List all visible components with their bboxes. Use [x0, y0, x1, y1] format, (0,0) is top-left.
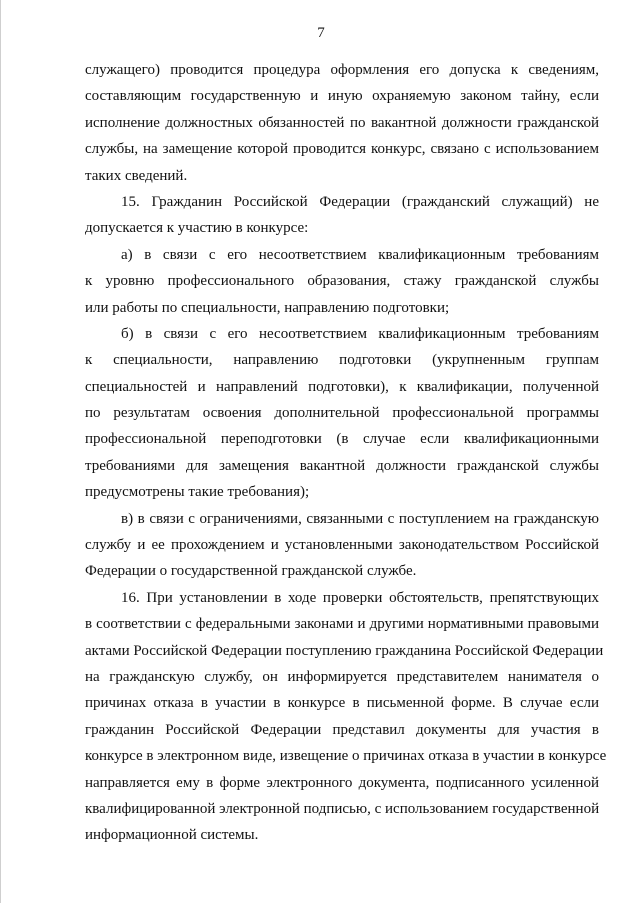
text-line: на гражданскую службу, он информируется представителем нанимателя о: [85, 668, 599, 685]
text-line: информационной системы.: [85, 827, 259, 844]
text-line: таких сведений.: [85, 167, 188, 184]
text-line: исполнение должностных обязанностей по вакантной должности гражданской: [85, 114, 599, 131]
text-line: 16. При установлении в ходе проверки обстоятельств, препятствующих: [121, 589, 599, 606]
text-line: б) в связи с его несоответствием квалификационным требованиям: [121, 325, 599, 342]
text-line: направляется ему в форме электронного документа, подписанного усиленной: [85, 774, 599, 791]
text-line: требованиями для замещения вакантной должности гражданской службы: [85, 457, 599, 474]
text-line: конкурсе в электронном виде, извещение о причинах отказа в участии в конкурсе: [85, 748, 607, 765]
text-line: Федерации о государственной гражданской службе.: [85, 563, 417, 580]
text-line: к уровню профессионального образования, стажу гражданской службы: [85, 273, 599, 290]
text-line: допускается к участию в конкурсе:: [85, 220, 309, 237]
text-line: а) в связи с его несоответствием квалификационным требованиям: [121, 246, 599, 263]
text-line: служащего) проводится процедура оформления его допуска к сведениям,: [85, 62, 599, 78]
text-line: в) в связи с ограничениями, связанными с поступлением на гражданскую: [121, 510, 599, 527]
text-line: или работы по специальности, направлению подготовки;: [85, 299, 450, 316]
text-line: 15. Гражданин Российской Федерации (гражданский служащий) не: [121, 193, 599, 210]
text-line: причинах отказа в участии в конкурсе в письменной форме. В случае если: [85, 695, 599, 712]
text-line: предусмотрены такие требования);: [85, 484, 310, 501]
text-line: специальностей и направлений подготовки), к квалификации, полученной: [85, 378, 599, 395]
text-line: по результатам освоения дополнительной профессиональной программы: [85, 405, 599, 422]
text-line: в соответствии с федеральными законами и другими нормативными правовыми: [85, 616, 599, 633]
text-line: гражданин Российской Федерации представил документы для участия в: [85, 721, 599, 738]
document-body: [85, 57, 607, 849]
text-line: службу и ее прохождением и установленными законодательством Российской: [85, 537, 599, 554]
text-line: квалифицированной электронной подписью, с использованием государственной: [85, 800, 600, 817]
page-number: 7: [317, 25, 325, 41]
text-line: к специальности, направлению подготовки (укрупненным группам: [85, 352, 599, 369]
text-line: составляющим государственную и иную охраняемую законом тайну, если: [85, 88, 599, 105]
text-line: службы, на замещение которой проводится конкурс, связано с использованием: [85, 141, 599, 158]
text-line: профессиональной переподготовки (в случае если квалификационными: [85, 431, 599, 448]
text-line: актами Российской Федерации поступлению гражданина Российской Федерации: [85, 642, 604, 659]
